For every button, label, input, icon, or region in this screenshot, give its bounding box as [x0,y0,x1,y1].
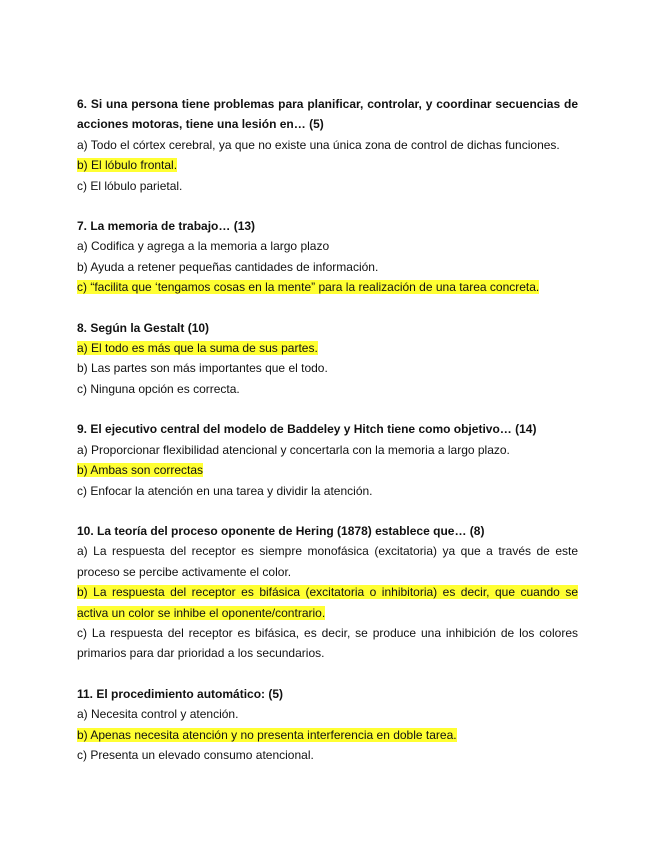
option-text: c) Enfocar la atención en una tarea y dividir la atención. [77,483,373,498]
option-b [77,358,578,378]
highlighted-answer: a) El todo es más que la suma de sus partes. [77,341,318,356]
option-text: a) Necesita control y atención. [77,707,239,722]
option-text: b) Las partes son más importantes que el todo. [77,361,328,376]
highlighted-answer: b) El lóbulo frontal. [77,158,178,173]
option-b [77,257,578,277]
question-9 [77,419,578,501]
question-11 [77,684,578,766]
question-stem: 10. La teoría del proceso oponente de Hering (1878) establece que… (8) [77,523,485,538]
option-text: a) La respuesta del receptor es siempre monofásica (excitatoria) ya que a través de este proceso se percibe activamente el color. [77,544,578,579]
option-text: c) El lóbulo parietal. [77,178,183,193]
question-stem: 6. Si una persona tiene problemas para planificar, controlar, y coordinar secuencias de acciones motoras, tiene una lesión en… (5) [77,97,578,132]
question-stem: 9. El ejecutivo central del modelo de Baddeley y Hitch tiene como objetivo… (14) [77,422,537,437]
option-b-correct [77,725,578,745]
option-text: a) Todo el córtex cerebral, ya que no existe una única zona de control de dichas funciones. [77,137,560,152]
question-8 [77,318,578,400]
option-c [77,379,578,399]
option-c-correct [77,277,578,297]
question-stem: 8. Según la Gestalt (10) [77,320,210,335]
option-text: c) Presenta un elevado consumo atencional. [77,747,314,762]
option-a [77,541,578,582]
highlighted-answer: b) Apenas necesita atención y no presenta interferencia en doble tarea. [77,727,457,742]
option-a-correct [77,338,578,358]
option-a [77,704,578,724]
option-a [77,236,578,256]
option-text: c) La respuesta del receptor es bifásica, es decir, se produce una inhibición de los colores primarios para dar prioridad a los secundarios. [77,625,578,661]
question-stem: 11. El procedimiento automático: (5) [77,686,284,701]
option-a [77,440,578,460]
option-c [77,623,578,664]
option-c [77,745,578,765]
question-7 [77,216,578,298]
highlighted-answer: c) “facilita que ‘tengamos cosas en la mente” para la realización de una tarea concreta. [77,280,540,295]
question-stem: 7. La memoria de trabajo… (13) [77,219,256,234]
option-c [77,481,578,501]
option-c [77,176,578,196]
option-b-correct [77,460,578,480]
option-text: a) Codifica y agrega a la memoria a largo plazo [77,239,330,254]
option-text: a) Proporcionar flexibilidad atencional y concertarla con la memoria a largo plazo. [77,442,510,457]
question-10 [77,521,578,664]
option-text: b) Ayuda a retener pequeñas cantidades de información. [77,259,379,274]
option-text: c) Ninguna opción es correcta. [77,381,240,396]
highlighted-answer: b) La respuesta del receptor es bifásica (excitatoria o inhibitoria) es decir, que cuando se activa un color se inhibe el oponente/contrario. [77,585,578,620]
option-b-correct [77,582,578,623]
option-a [77,135,578,155]
option-b-correct [77,155,578,175]
highlighted-answer: b) Ambas son correctas [77,463,204,478]
question-6 [77,94,578,196]
